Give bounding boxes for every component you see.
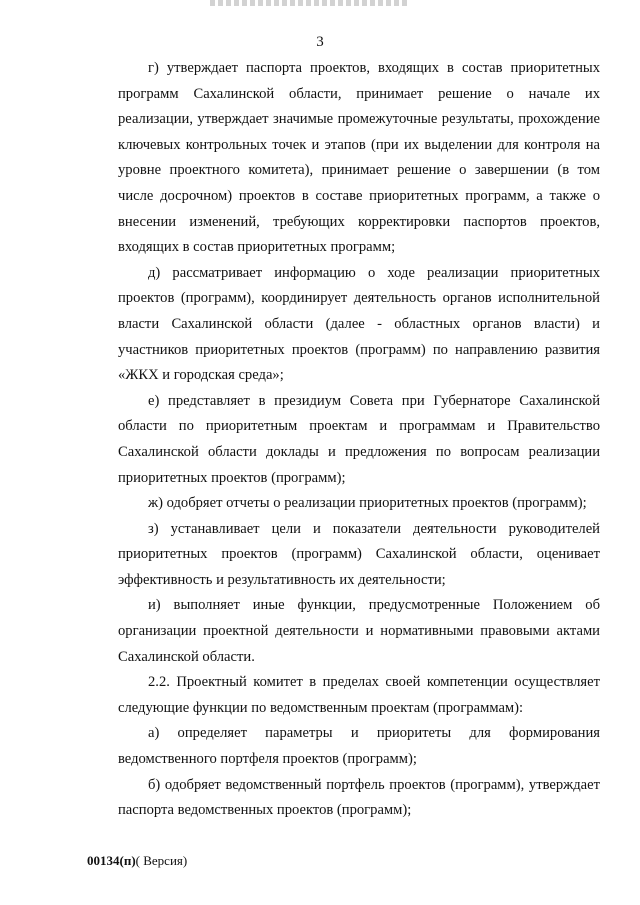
paragraph-d: д) рассматривает информацию о ходе реализации приоритетных проектов (программ), координирует деятельность органов исполнительной власти Сахалинской области (далее - областных органов власти) и участников приоритетных проектов (программ) по направлению развития «ЖКХ и городская среда»; <box>118 264 600 384</box>
document-version: ( Версия) <box>135 853 188 868</box>
footer-document-code <box>87 853 187 869</box>
page-number: 3 <box>316 34 324 50</box>
paragraph-g: г) утверждает паспорта проектов, входящих в состав приоритетных программ Сахалинской области, принимает решение о начале их реализации, утверждает значимые промежуточные результаты, прохождение ключевых контрольных точек и этапов (при их выделении для контроля на уровне проектного комитета), принимает решение о завершении (в том числе досрочном) проектов в составе приоритетных программ, а также о внесении изменений, требующих корректировки паспортов проектов, входящих в состав приоритетных программ; <box>118 60 600 256</box>
paragraph-e: е) представляет в президиум Совета при Губернаторе Сахалинской области по приоритетным проектам и программам и Правительство Сахалинской области доклады и предложения по вопросам реализации приоритетных проектов (программ); <box>118 392 600 486</box>
paragraph-2-2: 2.2. Проектный комитет в пределах своей компетенции осуществляет следующие функции по ведомственным проектам (программам): <box>118 674 600 716</box>
paragraph-zh: ж) одобряет отчеты о реализации приоритетных проектов (программ); <box>148 495 587 512</box>
paragraph-i: и) выполняет иные функции, предусмотренные Положением об организации проектной деятельности и нормативными правовыми актами Сахалинской области. <box>118 597 600 665</box>
body-text <box>118 56 600 824</box>
paragraph-b: б) одобряет ведомственный портфель проектов (программ), утверждает паспорта ведомственных проектов (программ); <box>118 776 600 819</box>
document-code: 00134(п) <box>87 853 136 868</box>
paragraph-a: а) определяет параметры и приоритеты для формирования ведомственного портфеля проектов (программ); <box>118 725 600 768</box>
paragraph-z: з) устанавливает цели и показатели деятельности руководителей приоритетных проектов (программ) Сахалинской области, оценивает эффективность и результативность их деятельности; <box>118 520 600 588</box>
scan-artifact <box>210 0 410 6</box>
